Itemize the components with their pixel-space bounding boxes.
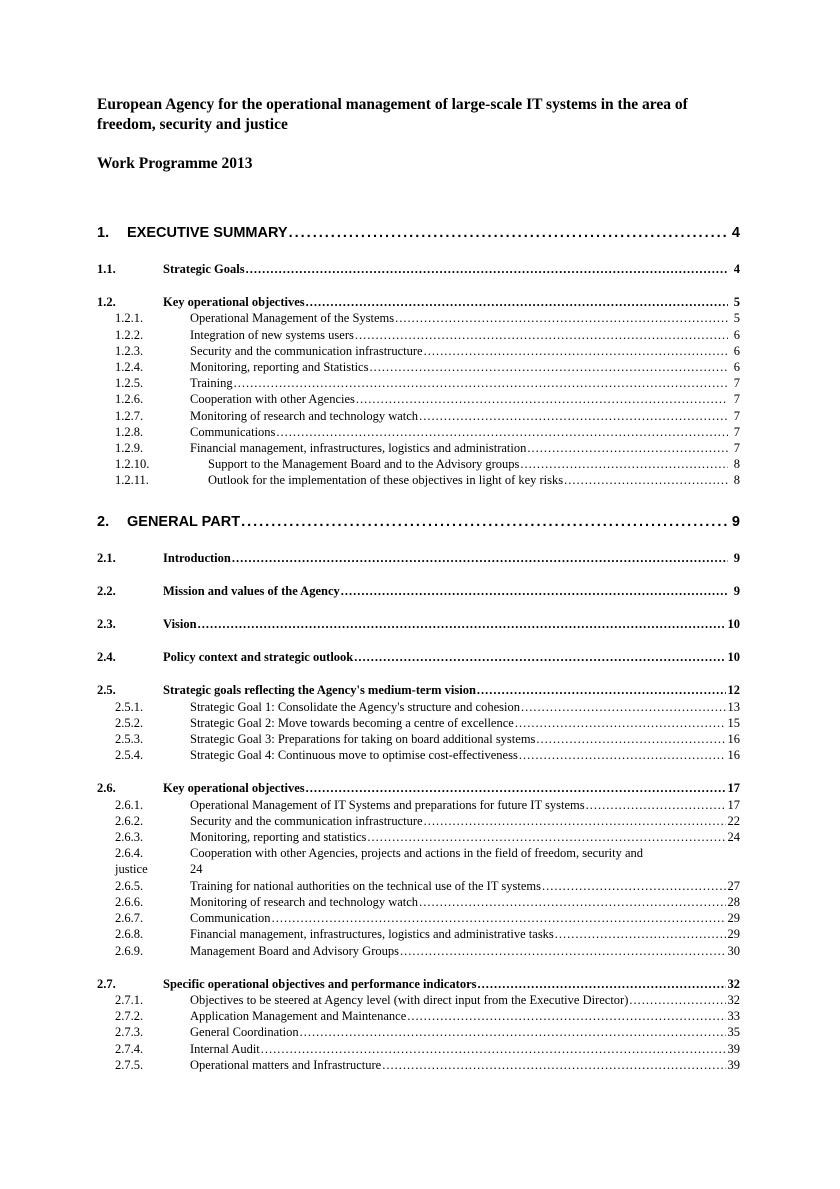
toc-dot-leader [424, 343, 728, 359]
toc-entry [97, 1024, 740, 1040]
toc-entry [97, 976, 740, 992]
toc-page-number: 6 [733, 327, 740, 342]
toc-entry-number: 1.2.10. [115, 457, 150, 472]
toc-dot-leader [477, 682, 726, 698]
toc-entry-label: Strategic Goal 1: Consolidate the Agency's structure and cohesion [190, 699, 520, 714]
toc-entry-number: justice [115, 862, 148, 877]
toc-entry-label: Communication [190, 911, 271, 926]
toc-entry-label: Operational Management of IT Systems and preparations for future IT systems [190, 797, 585, 812]
toc-entry-number: 1.1. [97, 262, 116, 276]
toc-entry-label: Key operational objectives [163, 781, 305, 796]
toc-entry [97, 894, 740, 910]
toc-entry-label: Cooperation with other Agencies [190, 392, 355, 407]
toc-page-number: 35 [727, 1025, 740, 1040]
toc [97, 224, 740, 1073]
toc-entry [97, 327, 740, 343]
toc-entry-label: Policy context and strategic outlook [163, 650, 354, 665]
toc-entry [97, 310, 740, 326]
toc-dot-leader [341, 583, 728, 599]
toc-entry [97, 359, 740, 375]
toc-entry-label: Support to the Management Board and to the Advisory groups [208, 457, 520, 472]
toc-entry-label: Outlook for the implementation of these objectives in light of key risks [208, 473, 564, 488]
toc-dot-leader [369, 359, 728, 375]
toc-entry-label: Strategic Goal 4: Continuous move to optimise cost-effectiveness [190, 748, 518, 763]
toc-dot-leader [355, 327, 728, 343]
toc-entry-number: 2.6.3. [115, 830, 144, 845]
toc-entry-number: 1.2.4. [115, 360, 144, 375]
toc-dot-leader [261, 1041, 726, 1057]
toc-page-number: 8 [733, 473, 740, 488]
toc-entry [97, 878, 740, 894]
toc-entry-number: 2.7.4. [115, 1041, 144, 1056]
toc-entry-number: 2.6.1. [115, 797, 144, 812]
toc-entry [97, 715, 740, 731]
toc-entry [97, 1057, 740, 1073]
toc-entry-number: 2.2. [97, 583, 116, 598]
toc-entry-label: Monitoring of research and technology watch [190, 894, 419, 909]
toc-page-number: 28 [727, 894, 740, 909]
toc-entry [97, 456, 740, 472]
toc-dot-leader [564, 472, 728, 488]
toc-entry-number: 2.6.6. [115, 894, 144, 909]
toc-page-number: 10 [727, 650, 740, 665]
toc-entry-number: 1.2.6. [115, 392, 144, 407]
toc-page-number: 6 [733, 360, 740, 375]
toc-entry-label: Mission and values of the Agency [163, 583, 340, 598]
toc-entry-number: 1.2.5. [115, 376, 144, 391]
toc-page-number: 22 [727, 813, 740, 828]
toc-entry-label: Cooperation with other Agencies, projects and actions in the field of freedom, security and [190, 846, 643, 861]
toc-page-number: 16 [727, 748, 740, 763]
toc-entry-number: 2.4. [97, 650, 116, 665]
toc-entry-label: Security and the communication infrastructure [190, 813, 423, 828]
toc-page-number: 17 [727, 781, 740, 796]
toc-entry-label: Communications [190, 424, 276, 439]
toc-entry-number: 2.6.8. [115, 927, 144, 942]
toc-entry [97, 992, 740, 1008]
toc-entry-number: 2.5.2. [115, 715, 144, 730]
toc-entry-label: Management Board and Advisory Groups [190, 943, 399, 958]
toc-entry-label: Integration of new systems users [190, 327, 354, 342]
toc-entry [97, 294, 740, 310]
toc-entry-number: 2.6.5. [115, 878, 144, 893]
toc-dot-leader [272, 910, 726, 926]
toc-page-number: 15 [727, 715, 740, 730]
toc-page-number: 6 [733, 343, 740, 358]
toc-entry [97, 343, 740, 359]
toc-entry [97, 1041, 740, 1057]
toc-page-number: 17 [727, 797, 740, 812]
toc-entry-number: 2.6.9. [115, 943, 144, 958]
toc-entry-number: 2.6.7. [115, 911, 144, 926]
toc-entry-label: Training [190, 376, 233, 391]
toc-page-number: 4 [733, 262, 740, 276]
toc-entry [97, 424, 740, 440]
toc-dot-leader [424, 813, 726, 829]
toc-entry [97, 550, 740, 566]
toc-entry [97, 583, 740, 599]
toc-entry-number: 2.7.2. [115, 1009, 144, 1024]
toc-entry-number: 2.5. [97, 683, 116, 698]
toc-dot-leader [356, 391, 728, 407]
toc-entry-label: Operational matters and Infrastructure [190, 1057, 382, 1072]
toc-entry-label: Strategic goals reflecting the Agency's medium-term vision [163, 683, 476, 698]
toc-dot-leader [395, 310, 728, 326]
toc-entry [97, 699, 740, 715]
toc-page-number: 9 [733, 583, 740, 598]
toc-page-number: 7 [733, 408, 740, 423]
toc-entry-number: 2.7. [97, 976, 116, 991]
toc-entry-number: 2.7.5. [115, 1057, 144, 1072]
toc-page-number: 39 [727, 1057, 740, 1072]
toc-page-number: 32 [727, 976, 740, 991]
toc-entry [97, 261, 740, 277]
toc-entry-label: Objectives to be steered at Agency level (with direct input from the Executive Director) [190, 992, 629, 1007]
toc-dot-leader [629, 992, 725, 1008]
toc-entry [97, 813, 740, 829]
toc-page-number: 16 [727, 732, 740, 747]
toc-entry-number: 2.5.1. [115, 699, 144, 714]
toc-entry-number: 2.6.4. [115, 846, 144, 861]
toc-dot-leader [300, 1024, 726, 1040]
toc-page-number: 30 [727, 943, 740, 958]
toc-entry-label: Strategic Goal 3: Preparations for taking on board additional systems [190, 732, 536, 747]
toc-entry [97, 440, 740, 456]
toc-entry [97, 408, 740, 424]
toc-entry-label: Strategic Goal 2: Move towards becoming a centre of excellence [190, 715, 514, 730]
toc-entry-label: Key operational objectives [163, 295, 305, 310]
toc-page-number: 10 [727, 617, 740, 632]
toc-entry-label: EXECUTIVE SUMMARY [127, 225, 288, 241]
toc-page-number: 9 [733, 550, 740, 565]
toc-entry [97, 391, 740, 407]
toc-page-number: 5 [733, 295, 740, 310]
toc-entry-label: Monitoring, reporting and statistics [190, 830, 367, 845]
toc-entry-label: Introduction [163, 550, 231, 565]
toc-dot-leader [400, 943, 726, 959]
toc-dot-leader [478, 976, 726, 992]
toc-entry [97, 1008, 740, 1024]
toc-page-number: 12 [727, 683, 740, 698]
toc-entry-number: 1.2.11. [115, 473, 149, 488]
toc-entry-label: 24 [190, 862, 203, 877]
toc-dot-leader [276, 424, 728, 440]
toc-dot-leader [241, 513, 728, 532]
toc-entry [97, 829, 740, 845]
toc-entry [97, 845, 740, 861]
toc-entry-number: 1.2.1. [115, 311, 144, 326]
toc-page-number: 7 [733, 392, 740, 407]
toc-dot-leader [555, 926, 726, 942]
document-title: European Agency for the operational management of large-scale IT systems in the area of freedom, security and justice [97, 96, 688, 133]
toc-dot-leader [407, 1008, 725, 1024]
toc-dot-leader [527, 440, 728, 456]
toc-dot-leader [234, 375, 728, 391]
toc-page-number: 24 [727, 830, 740, 845]
toc-dot-leader [354, 649, 725, 665]
toc-entry-label: Specific operational objectives and performance indicators [163, 976, 477, 991]
toc-entry-label: Training for national authorities on the technical use of the IT systems [190, 878, 541, 893]
toc-page-number: 39 [727, 1041, 740, 1056]
toc-dot-leader [419, 894, 725, 910]
toc-page-number: 7 [733, 424, 740, 439]
toc-entry [97, 682, 740, 698]
toc-page-number: 29 [727, 927, 740, 942]
toc-entry-number: 2.6. [97, 781, 116, 796]
toc-entry [97, 926, 740, 942]
toc-entry-label: General Coordination [190, 1025, 299, 1040]
toc-dot-leader [520, 456, 728, 472]
toc-dot-leader [542, 878, 726, 894]
toc-dot-leader [419, 408, 728, 424]
toc-entry-number: 1.2. [97, 295, 116, 310]
toc-entry-continuation [97, 861, 740, 877]
toc-entry [97, 649, 740, 665]
toc-entry-number: 1.2.2. [115, 327, 144, 342]
toc-entry-number: 1.2.3. [115, 343, 144, 358]
toc-page-number: 8 [733, 457, 740, 472]
toc-page-number: 4 [731, 225, 740, 241]
toc-entry-number: 1.2.7. [115, 408, 144, 423]
toc-dot-leader [232, 550, 728, 566]
toc-dot-leader [306, 294, 728, 310]
toc-entry-number: 2.3. [97, 617, 116, 632]
toc-dot-leader [586, 797, 726, 813]
toc-entry-label: Financial management, infrastructures, logistics and administration [190, 441, 527, 456]
toc-entry-number: 1. [97, 225, 110, 241]
toc-entry-number: 2.5.4. [115, 748, 144, 763]
toc-entry-number: 2.7.3. [115, 1025, 144, 1040]
toc-dot-leader [382, 1057, 725, 1073]
toc-dot-leader [246, 261, 728, 277]
toc-entry-label: Monitoring of research and technology watch [190, 408, 419, 423]
toc-entry-label: Operational Management of the Systems [190, 311, 395, 326]
toc-page-number: 32 [727, 992, 740, 1007]
toc-entry-number: 1.2.9. [115, 441, 144, 456]
toc-dot-leader [306, 780, 726, 796]
toc-page-number: 9 [731, 513, 740, 530]
toc-entry [97, 797, 740, 813]
toc-dot-leader [515, 715, 726, 731]
toc-page-number: 27 [727, 878, 740, 893]
toc-entry-number: 1.2.8. [115, 424, 144, 439]
toc-dot-leader [519, 747, 726, 763]
toc-entry-label: Strategic Goals [163, 262, 245, 276]
toc-entry [97, 747, 740, 763]
toc-page-number: 5 [733, 311, 740, 326]
toc-entry-label: Financial management, infrastructures, logistics and administrative tasks [190, 927, 554, 942]
toc-dot-leader [521, 699, 726, 715]
toc-entry-number: 2. [97, 513, 110, 530]
toc-entry-label: Security and the communication infrastructure [190, 343, 423, 358]
toc-page-number: 13 [727, 699, 740, 714]
toc-dot-leader [198, 616, 726, 632]
toc-dot-leader [367, 829, 725, 845]
toc-page-number: 29 [727, 911, 740, 926]
toc-entry-label: Internal Audit [190, 1041, 260, 1056]
toc-entry-label: Monitoring, reporting and Statistics [190, 360, 369, 375]
toc-entry-label: Application Management and Maintenance [190, 1009, 407, 1024]
toc-entry [97, 472, 740, 488]
toc-entry-number: 2.6.2. [115, 813, 144, 828]
toc-page-number: 7 [733, 376, 740, 391]
toc-dot-leader [536, 731, 725, 747]
document-subtitle: Work Programme 2013 [97, 155, 253, 172]
toc-dot-leader [289, 224, 728, 243]
toc-entry [97, 513, 740, 532]
toc-entry [97, 731, 740, 747]
toc-page-number: 7 [733, 441, 740, 456]
toc-entry [97, 943, 740, 959]
toc-entry [97, 375, 740, 391]
toc-entry [97, 224, 740, 243]
toc-entry-number: 2.7.1. [115, 992, 144, 1007]
toc-entry [97, 780, 740, 796]
toc-entry [97, 910, 740, 926]
toc-entry [97, 616, 740, 632]
toc-entry-label: Vision [163, 617, 197, 632]
toc-entry-label: GENERAL PART [127, 513, 241, 530]
toc-entry-number: 2.5.3. [115, 732, 144, 747]
toc-page-number: 33 [727, 1009, 740, 1024]
toc-entry-number: 2.1. [97, 550, 116, 565]
